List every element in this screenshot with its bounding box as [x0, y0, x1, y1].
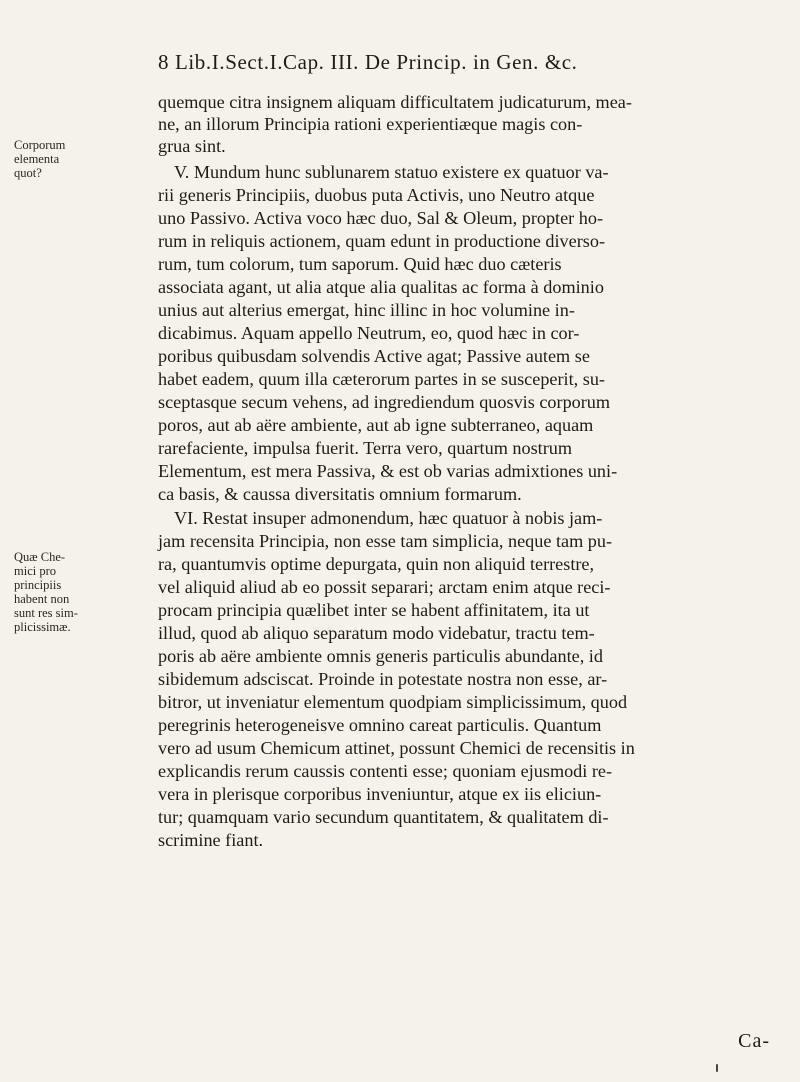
text-line: tur; quamquam vario secundum quantitatem, & qualitatem di- — [158, 807, 609, 827]
text-line: ra, quantumvis optime depurgata, quin non aliquid terrestre, — [158, 554, 595, 574]
text-line: explicandis rerum caussis contenti esse; quoniam ejusmodi re- — [158, 761, 613, 781]
margin-note-corporum-elementa — [14, 138, 65, 180]
text-line: vel aliquid aliud ab eo possit separari; arctam enim atque reci- — [158, 577, 611, 597]
text-line: jam recensita Principia, non esse tam simplicia, neque tam pu- — [158, 531, 613, 551]
text-line: poribus quibusdam solvendis Active agat; Passive autem se — [158, 346, 590, 366]
margin-note-line: Corporum — [14, 138, 66, 152]
margin-note-line: quot? — [14, 166, 42, 180]
catchword: Ca- — [738, 1030, 770, 1052]
text-line: uno Passivo. Activa voco hæc duo, Sal & Oleum, propter ho- — [158, 208, 604, 228]
text-line: vero ad usum Chemicum attinet, possunt Chemici de recensitis in — [158, 738, 635, 758]
margin-note-line: sunt res sim- — [14, 606, 78, 620]
ink-speck — [716, 1064, 718, 1072]
text-line: scrimine fiant. — [158, 830, 264, 850]
text-line: VI. Restat insuper admonendum, hæc quatuor à nobis jam- — [174, 508, 603, 528]
text-line: grua sint. — [158, 136, 226, 156]
text-line: rarefaciente, impulsa fuerit. Terra vero, quartum nostrum — [158, 438, 573, 458]
text-line: ca basis, & caussa diversitatis omnium formarum. — [158, 484, 522, 504]
running-head: 8 Lib.I.Sect.I.Cap. III. De Princip. in Gen. &c. — [158, 50, 578, 74]
text-line: rii generis Principiis, duobus puta Activis, uno Neutro atque — [158, 185, 595, 205]
text-line: habet eadem, quum illa cæterorum partes in se susceperit, su- — [158, 369, 605, 389]
margin-note-line: plicissimæ. — [14, 620, 71, 634]
text-line: quemque citra insignem aliquam difficultatem judicaturum, mea- — [158, 92, 632, 112]
text-line: rum in reliquis actionem, quam edunt in productione diverso- — [158, 231, 606, 251]
text-line: procam principia quælibet inter se habent affinitatem, ita ut — [158, 600, 590, 620]
text-line: vera in plerisque corporibus inveniuntur, atque ex iis eliciun- — [158, 784, 602, 804]
text-line: illud, quod ab aliquo separatum modo videbatur, tractu tem- — [158, 623, 595, 643]
margin-note-line: principiis — [14, 578, 62, 592]
text-line: poros, aut ab aëre ambiente, aut ab igne subterraneo, aquam — [158, 415, 594, 435]
text-line: poris ab aëre ambiente omnis generis particulis abundante, id — [158, 646, 603, 666]
text-line: bitror, ut inveniatur elementum quodpiam simplicissimum, quod — [158, 692, 628, 712]
margin-note-line: Quæ Che- — [14, 550, 66, 564]
text-line: unius aut alterius emergat, hinc illinc in hoc volumine in- — [158, 300, 575, 320]
text-line: sibidemum adsciscat. Proinde in potestate nostra non esse, ar- — [158, 669, 608, 689]
text-line: ne, an illorum Principia rationi experientiæque magis con- — [158, 114, 583, 134]
text-line: Elementum, est mera Passiva, & est ob varias admixtiones uni- — [158, 461, 618, 481]
margin-note-chemici-principia — [14, 550, 78, 634]
text-line: sceptasque secum vehens, ad ingrediendum quosvis corporum — [158, 392, 611, 412]
text-line: associata agant, ut alia atque alia qualitas ac forma à dominio — [158, 277, 604, 297]
text-line: peregrinis heterogeneisve omnino careat particulis. Quantum — [158, 715, 602, 735]
margin-note-line: mici pro — [14, 564, 57, 578]
text-line: rum, tum colorum, tum saporum. Quid hæc duo cæteris — [158, 254, 562, 274]
text-line: V. Mundum hunc sublunarem statuo existere ex quatuor va- — [174, 162, 609, 182]
margin-note-line: habent non — [14, 592, 70, 606]
margin-note-line: elementa — [14, 152, 60, 166]
text-line: dicabimus. Aquam appello Neutrum, eo, quod hæc in cor- — [158, 323, 580, 343]
